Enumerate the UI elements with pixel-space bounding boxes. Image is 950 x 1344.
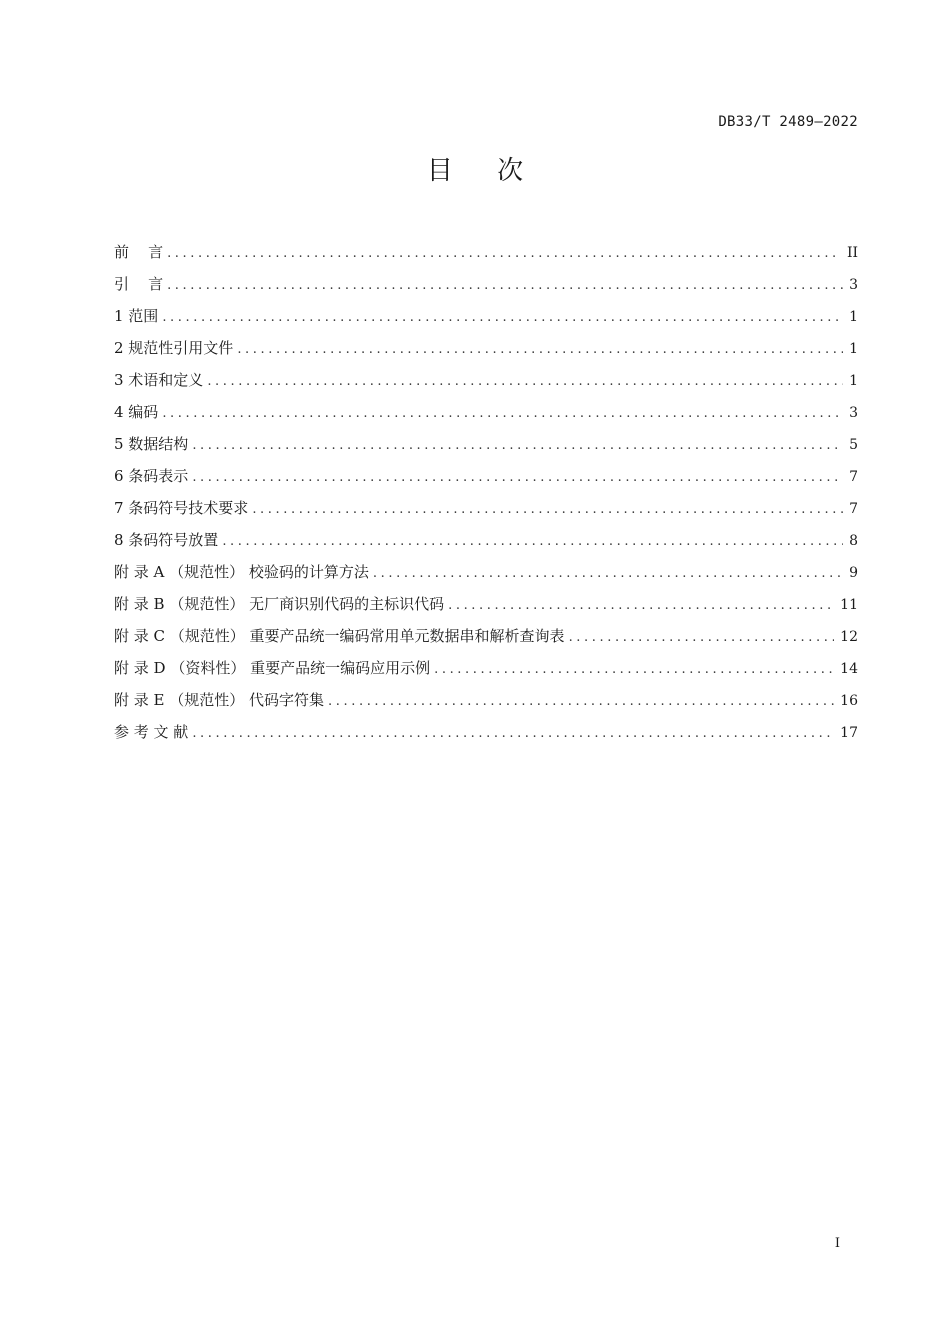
toc-dot-leader [162, 398, 843, 430]
toc-dot-leader [237, 334, 843, 366]
toc-entry-label: 附 录 B （规范性） 无厂商识别代码的主标识代码 [114, 595, 445, 613]
toc-entry-page: 7 [849, 501, 858, 517]
toc-entry-label: 8 条码符号放置 [114, 531, 219, 549]
toc-dot-leader [252, 494, 843, 526]
toc-entry-coding[interactable] [114, 396, 858, 428]
toc-entry-page: 1 [849, 309, 858, 325]
toc-dot-leader [207, 366, 843, 398]
toc-entry-page: 17 [840, 725, 858, 741]
toc-entry-annex-a[interactable] [114, 556, 858, 588]
toc-entry-page: 5 [849, 437, 858, 453]
toc-entry-scope[interactable] [114, 300, 858, 332]
toc-entry-page: 16 [840, 693, 858, 709]
toc-dot-leader [434, 654, 834, 686]
toc-entry-label: 5 数据结构 [114, 435, 189, 453]
toc-entry-page: 8 [849, 533, 858, 549]
toc-entry-page: 1 [849, 341, 858, 357]
toc-entry-annex-b[interactable] [114, 588, 858, 620]
toc-entry-label: 附 录 A （规范性） 校验码的计算方法 [114, 563, 369, 581]
toc-entry-label: 参 考 文 献 [114, 723, 189, 741]
toc-entry-page: II [846, 245, 858, 261]
toc-entry-barcode-placement[interactable] [114, 524, 858, 556]
toc-entry-barcode-representation[interactable] [114, 460, 858, 492]
toc-dot-leader [162, 302, 843, 334]
toc-entry-terms-definitions[interactable] [114, 364, 858, 396]
document-code: DB33/T 2489—2022 [718, 114, 858, 130]
toc-entry-label: 附 录 C （规范性） 重要产品统一编码常用单元数据串和解析查询表 [114, 627, 565, 645]
toc-entry-label: 引 言 [114, 275, 164, 293]
toc-entry-page: 11 [840, 597, 858, 613]
toc-entry-annex-e[interactable] [114, 684, 858, 716]
toc-entry-label: 附 录 E （规范性） 代码字符集 [114, 691, 325, 709]
toc-entry-label: 4 编码 [114, 403, 159, 421]
toc-entry-page: 3 [849, 277, 858, 293]
toc-entry-page: 3 [849, 405, 858, 421]
toc-entry-page: 7 [849, 469, 858, 485]
toc-entry-foreword[interactable] [114, 236, 858, 268]
toc-entry-label: 附 录 D （资料性） 重要产品统一编码应用示例 [114, 659, 431, 677]
toc-entry-page: 9 [849, 565, 858, 581]
toc-entry-label: 前 言 [114, 243, 164, 261]
toc-entry-label: 7 条码符号技术要求 [114, 499, 249, 517]
toc-entry-introduction[interactable] [114, 268, 858, 300]
toc-entry-barcode-technical-requirements[interactable] [114, 492, 858, 524]
toc-dot-leader [192, 430, 843, 462]
table-of-contents [114, 236, 858, 748]
page-title: 目 次 [426, 156, 542, 186]
toc-entry-label: 1 范围 [114, 307, 159, 325]
toc-dot-leader [192, 462, 843, 494]
toc-entry-label: 2 规范性引用文件 [114, 339, 234, 357]
toc-entry-page: 1 [849, 373, 858, 389]
toc-entry-label: 6 条码表示 [114, 467, 189, 485]
toc-entry-annex-d[interactable] [114, 652, 858, 684]
toc-entry-page: 14 [840, 661, 858, 677]
toc-dot-leader [167, 270, 843, 302]
toc-dot-leader [448, 590, 834, 622]
toc-dot-leader [569, 622, 835, 654]
toc-dot-leader [167, 238, 841, 270]
toc-entry-data-structure[interactable] [114, 428, 858, 460]
toc-dot-leader [222, 526, 843, 558]
toc-dot-leader [328, 686, 834, 718]
toc-entry-label: 3 术语和定义 [114, 371, 204, 389]
page-number: I [834, 1236, 840, 1251]
toc-entry-annex-c[interactable] [114, 620, 858, 652]
toc-entry-bibliography[interactable] [114, 716, 858, 748]
toc-dot-leader [192, 718, 834, 750]
toc-entry-normative-references[interactable] [114, 332, 858, 364]
toc-dot-leader [373, 558, 843, 590]
toc-entry-page: 12 [840, 629, 858, 645]
